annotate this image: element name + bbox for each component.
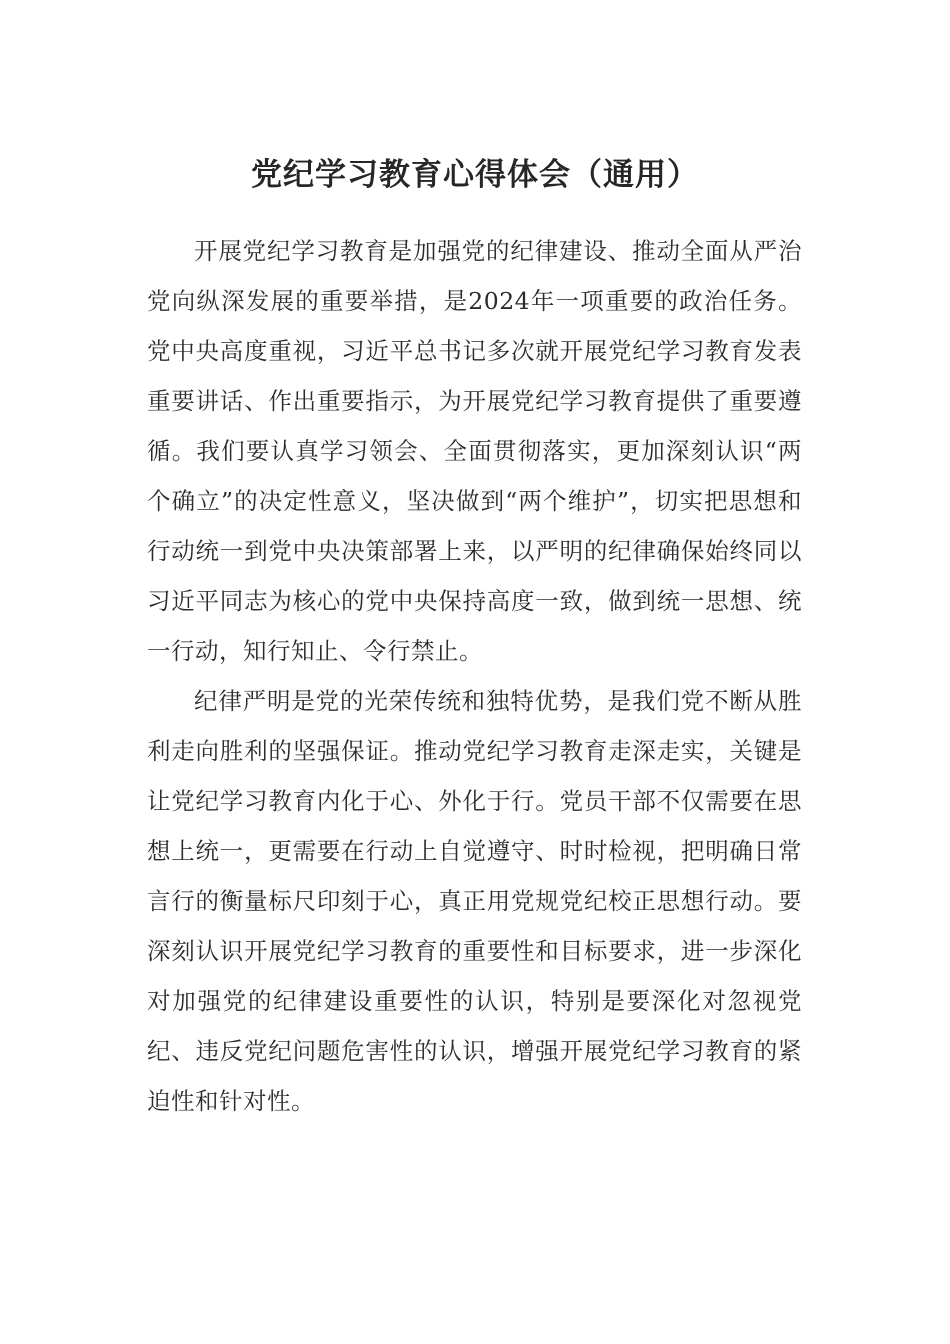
document-title: 党纪学习教育心得体会（通用） bbox=[251, 157, 699, 193]
paragraph-2: 纪律严明是党的光荣传统和独特优势，是我们党不断从胜利走向胜利的坚强保证。推动党纪学习教育走深走实，关键是让党纪学习教育内化于心、外化于行。党员干部不仅需要在思想上统一，更需要在行动上自觉遵守、时时检视，把明确日常言行的衡量标尺印刻于心，真正用党规党纪校正思想行动。要深刻认识开展党纪学习教育的重要性和目标要求，进一步深化对加强党的纪律建设重要性的认识，特别是要深化对忽视党纪、违反党纪问题危害性的认识，增强开展党纪学习教育的紧迫性和针对性。 bbox=[147, 687, 802, 1115]
document-body bbox=[147, 226, 802, 1126]
paragraph-1: 开展党纪学习教育是加强党的纪律建设、推动全面从严治党向纵深发展的重要举措，是2024年一项重要的政治任务。党中央高度重视，习近平总书记多次就开展党纪学习教育发表重要讲话、作出重要指示，为开展党纪学习教育提供了重要遵循。我们要认真学习领会、全面贯彻落实，更加深刻认识“两个确立”的决定性意义，坚决做到“两个维护”，切实把思想和行动统一到党中央决策部署上来，以严明的纪律确保始终同以习近平同志为核心的党中央保持高度一致，做到统一思想、统一行动，知行知止、令行禁止。 bbox=[147, 237, 802, 665]
